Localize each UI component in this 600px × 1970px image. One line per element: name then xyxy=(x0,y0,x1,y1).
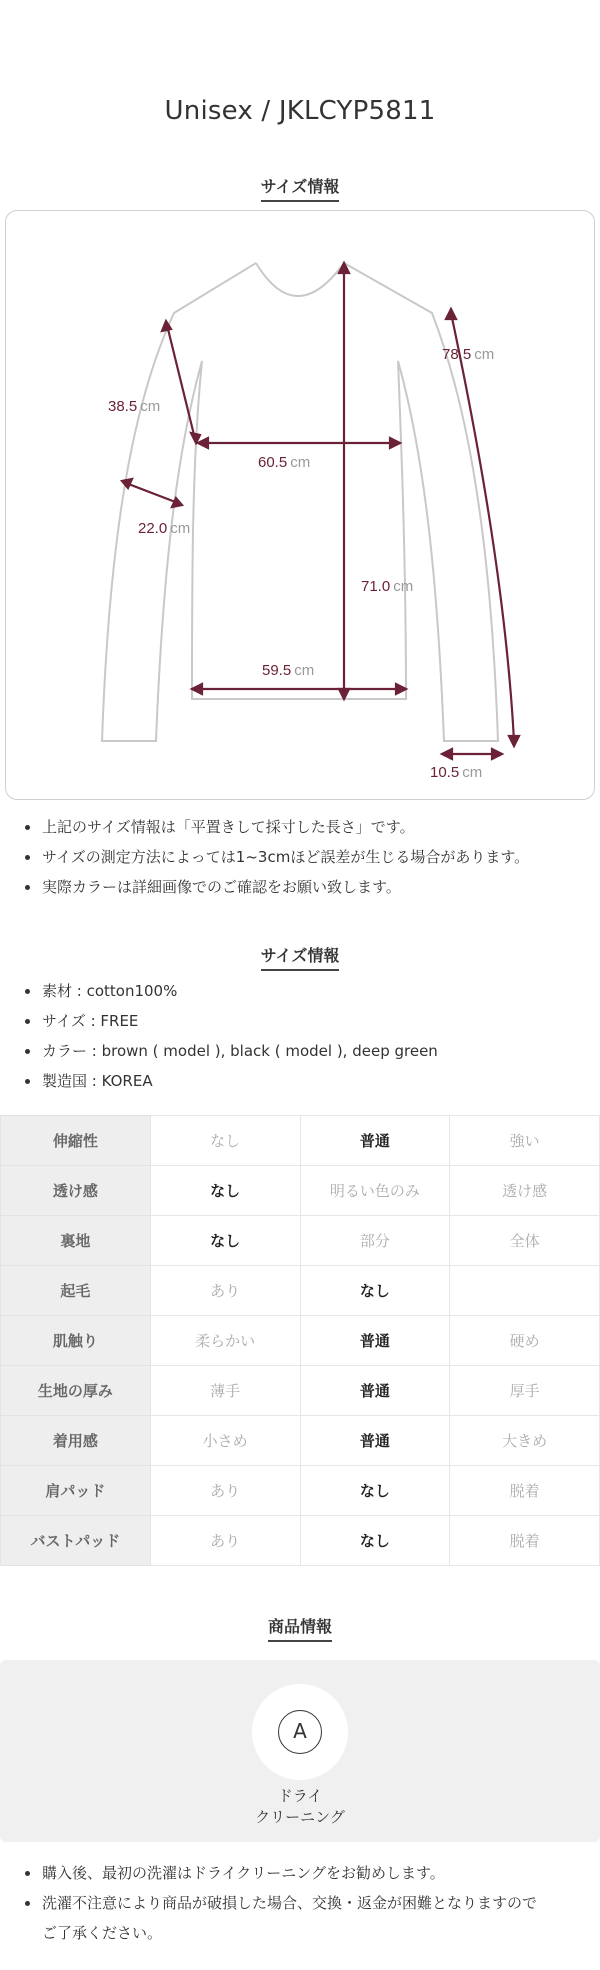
table-row xyxy=(1,1116,600,1166)
label-armhole: 38.5 cm xyxy=(108,398,161,415)
property-option: なし xyxy=(300,1516,450,1566)
cuff-width-arrow-left xyxy=(442,749,452,759)
dry-clean-icon: A xyxy=(278,1710,322,1754)
property-option: なし xyxy=(300,1266,450,1316)
property-option: 柔らかい xyxy=(150,1316,300,1366)
list-item: 製造国 : KOREA xyxy=(22,1066,438,1096)
label-total-length: 78.5 cm xyxy=(442,346,495,363)
property-option: 脱着 xyxy=(450,1466,600,1516)
spec-section-heading: サイズ情報 xyxy=(0,943,600,971)
list-item: カラー : brown ( model ), black ( model ), deep green xyxy=(22,1036,438,1066)
body-length-arrow-bottom xyxy=(339,689,349,699)
label-chest: 60.5 cm xyxy=(258,454,311,471)
property-option: あり xyxy=(150,1466,300,1516)
hem-width-arrow-right xyxy=(396,684,406,694)
list-item: 素材 : cotton100% xyxy=(22,976,438,1006)
list-item: 洗濯不注意により商品が破損した場合、交換・返金が困難となりますので xyxy=(22,1888,537,1918)
cuff-width-arrow-right xyxy=(492,749,502,759)
list-item: 上記のサイズ情報は「平置きして採寸した長さ」です。 xyxy=(22,812,529,842)
page-title: Unisex / JKLCYP5811 xyxy=(164,96,436,126)
property-option: 全体 xyxy=(450,1216,600,1266)
product-section-heading: 商品情報 xyxy=(0,1614,600,1642)
property-option: 薄手 xyxy=(150,1366,300,1416)
total-length-arrow-top xyxy=(446,309,456,319)
list-item: 購入後、最初の洗濯はドライクリーニングをお勧めします。 xyxy=(22,1858,537,1888)
property-option: 普通 xyxy=(300,1116,450,1166)
label-body-length: 71.0 cm xyxy=(361,578,414,595)
sleeve-width-arrow-right xyxy=(172,498,182,507)
chest-arrow-right xyxy=(390,438,400,448)
property-label: 肌触り xyxy=(1,1316,151,1366)
property-option: 普通 xyxy=(300,1366,450,1416)
property-label: 起毛 xyxy=(1,1266,151,1316)
product-note-continuation: ご了承ください。 xyxy=(42,1924,163,1942)
property-option xyxy=(450,1266,600,1316)
total-length-arrow-bottom xyxy=(509,736,519,746)
property-option: 普通 xyxy=(300,1316,450,1366)
property-option: なし xyxy=(150,1166,300,1216)
list-item: サイズ : FREE xyxy=(22,1006,438,1036)
property-option: 脱着 xyxy=(450,1516,600,1566)
list-item: 実際カラーは詳細画像でのご確認をお願い致します。 xyxy=(22,872,529,902)
property-label: 生地の厚み xyxy=(1,1366,151,1416)
property-option: 明るい色のみ xyxy=(300,1166,450,1216)
chest-arrow-left xyxy=(198,438,208,448)
measure-lines xyxy=(122,263,519,759)
list-item: サイズの測定方法によっては1~3cmほど誤差が生じる場合があります。 xyxy=(22,842,529,872)
property-option: なし xyxy=(150,1116,300,1166)
table-row xyxy=(1,1166,600,1216)
size-notes xyxy=(22,812,529,902)
property-label: バストパッド xyxy=(1,1516,151,1566)
property-option: 透け感 xyxy=(450,1166,600,1216)
garment-svg xyxy=(6,211,596,801)
property-option: 大きめ xyxy=(450,1416,600,1466)
table-row xyxy=(1,1416,600,1466)
care-panel xyxy=(0,1660,600,1842)
label-sleeve-width: 22.0 cm xyxy=(138,520,191,537)
property-option: なし xyxy=(300,1466,450,1516)
table-row xyxy=(1,1516,600,1566)
property-option: あり xyxy=(150,1516,300,1566)
label-cuff-width: 10.5 cm xyxy=(430,764,483,781)
property-label: 肩パッド xyxy=(1,1466,151,1516)
property-option: 小さめ xyxy=(150,1416,300,1466)
property-option: 厚手 xyxy=(450,1366,600,1416)
property-option: あり xyxy=(150,1266,300,1316)
property-option: なし xyxy=(150,1216,300,1266)
property-label: 透け感 xyxy=(1,1166,151,1216)
table-row xyxy=(1,1366,600,1416)
property-option: 硬め xyxy=(450,1316,600,1366)
property-label: 伸縮性 xyxy=(1,1116,151,1166)
label-hem-width: 59.5 cm xyxy=(262,662,315,679)
properties-table xyxy=(0,1115,600,1566)
table-row xyxy=(1,1266,600,1316)
sleeve-width-line xyxy=(126,483,178,503)
property-option: 強い xyxy=(450,1116,600,1166)
care-icon-circle xyxy=(252,1684,348,1780)
armhole-line xyxy=(167,325,195,439)
property-option: 普通 xyxy=(300,1416,450,1466)
table-row xyxy=(1,1466,600,1516)
size-section-heading: サイズ情報 xyxy=(0,174,600,202)
care-label: ドライ クリーニング xyxy=(255,1787,345,1826)
product-notes xyxy=(22,1858,537,1918)
hem-width-arrow-left xyxy=(192,684,202,694)
sleeve-width-arrow-left xyxy=(122,479,132,488)
property-label: 着用感 xyxy=(1,1416,151,1466)
property-option: 部分 xyxy=(300,1216,450,1266)
spec-list xyxy=(22,976,438,1096)
table-row xyxy=(1,1316,600,1366)
size-diagram xyxy=(5,210,595,800)
property-label: 裏地 xyxy=(1,1216,151,1266)
table-row xyxy=(1,1216,600,1266)
